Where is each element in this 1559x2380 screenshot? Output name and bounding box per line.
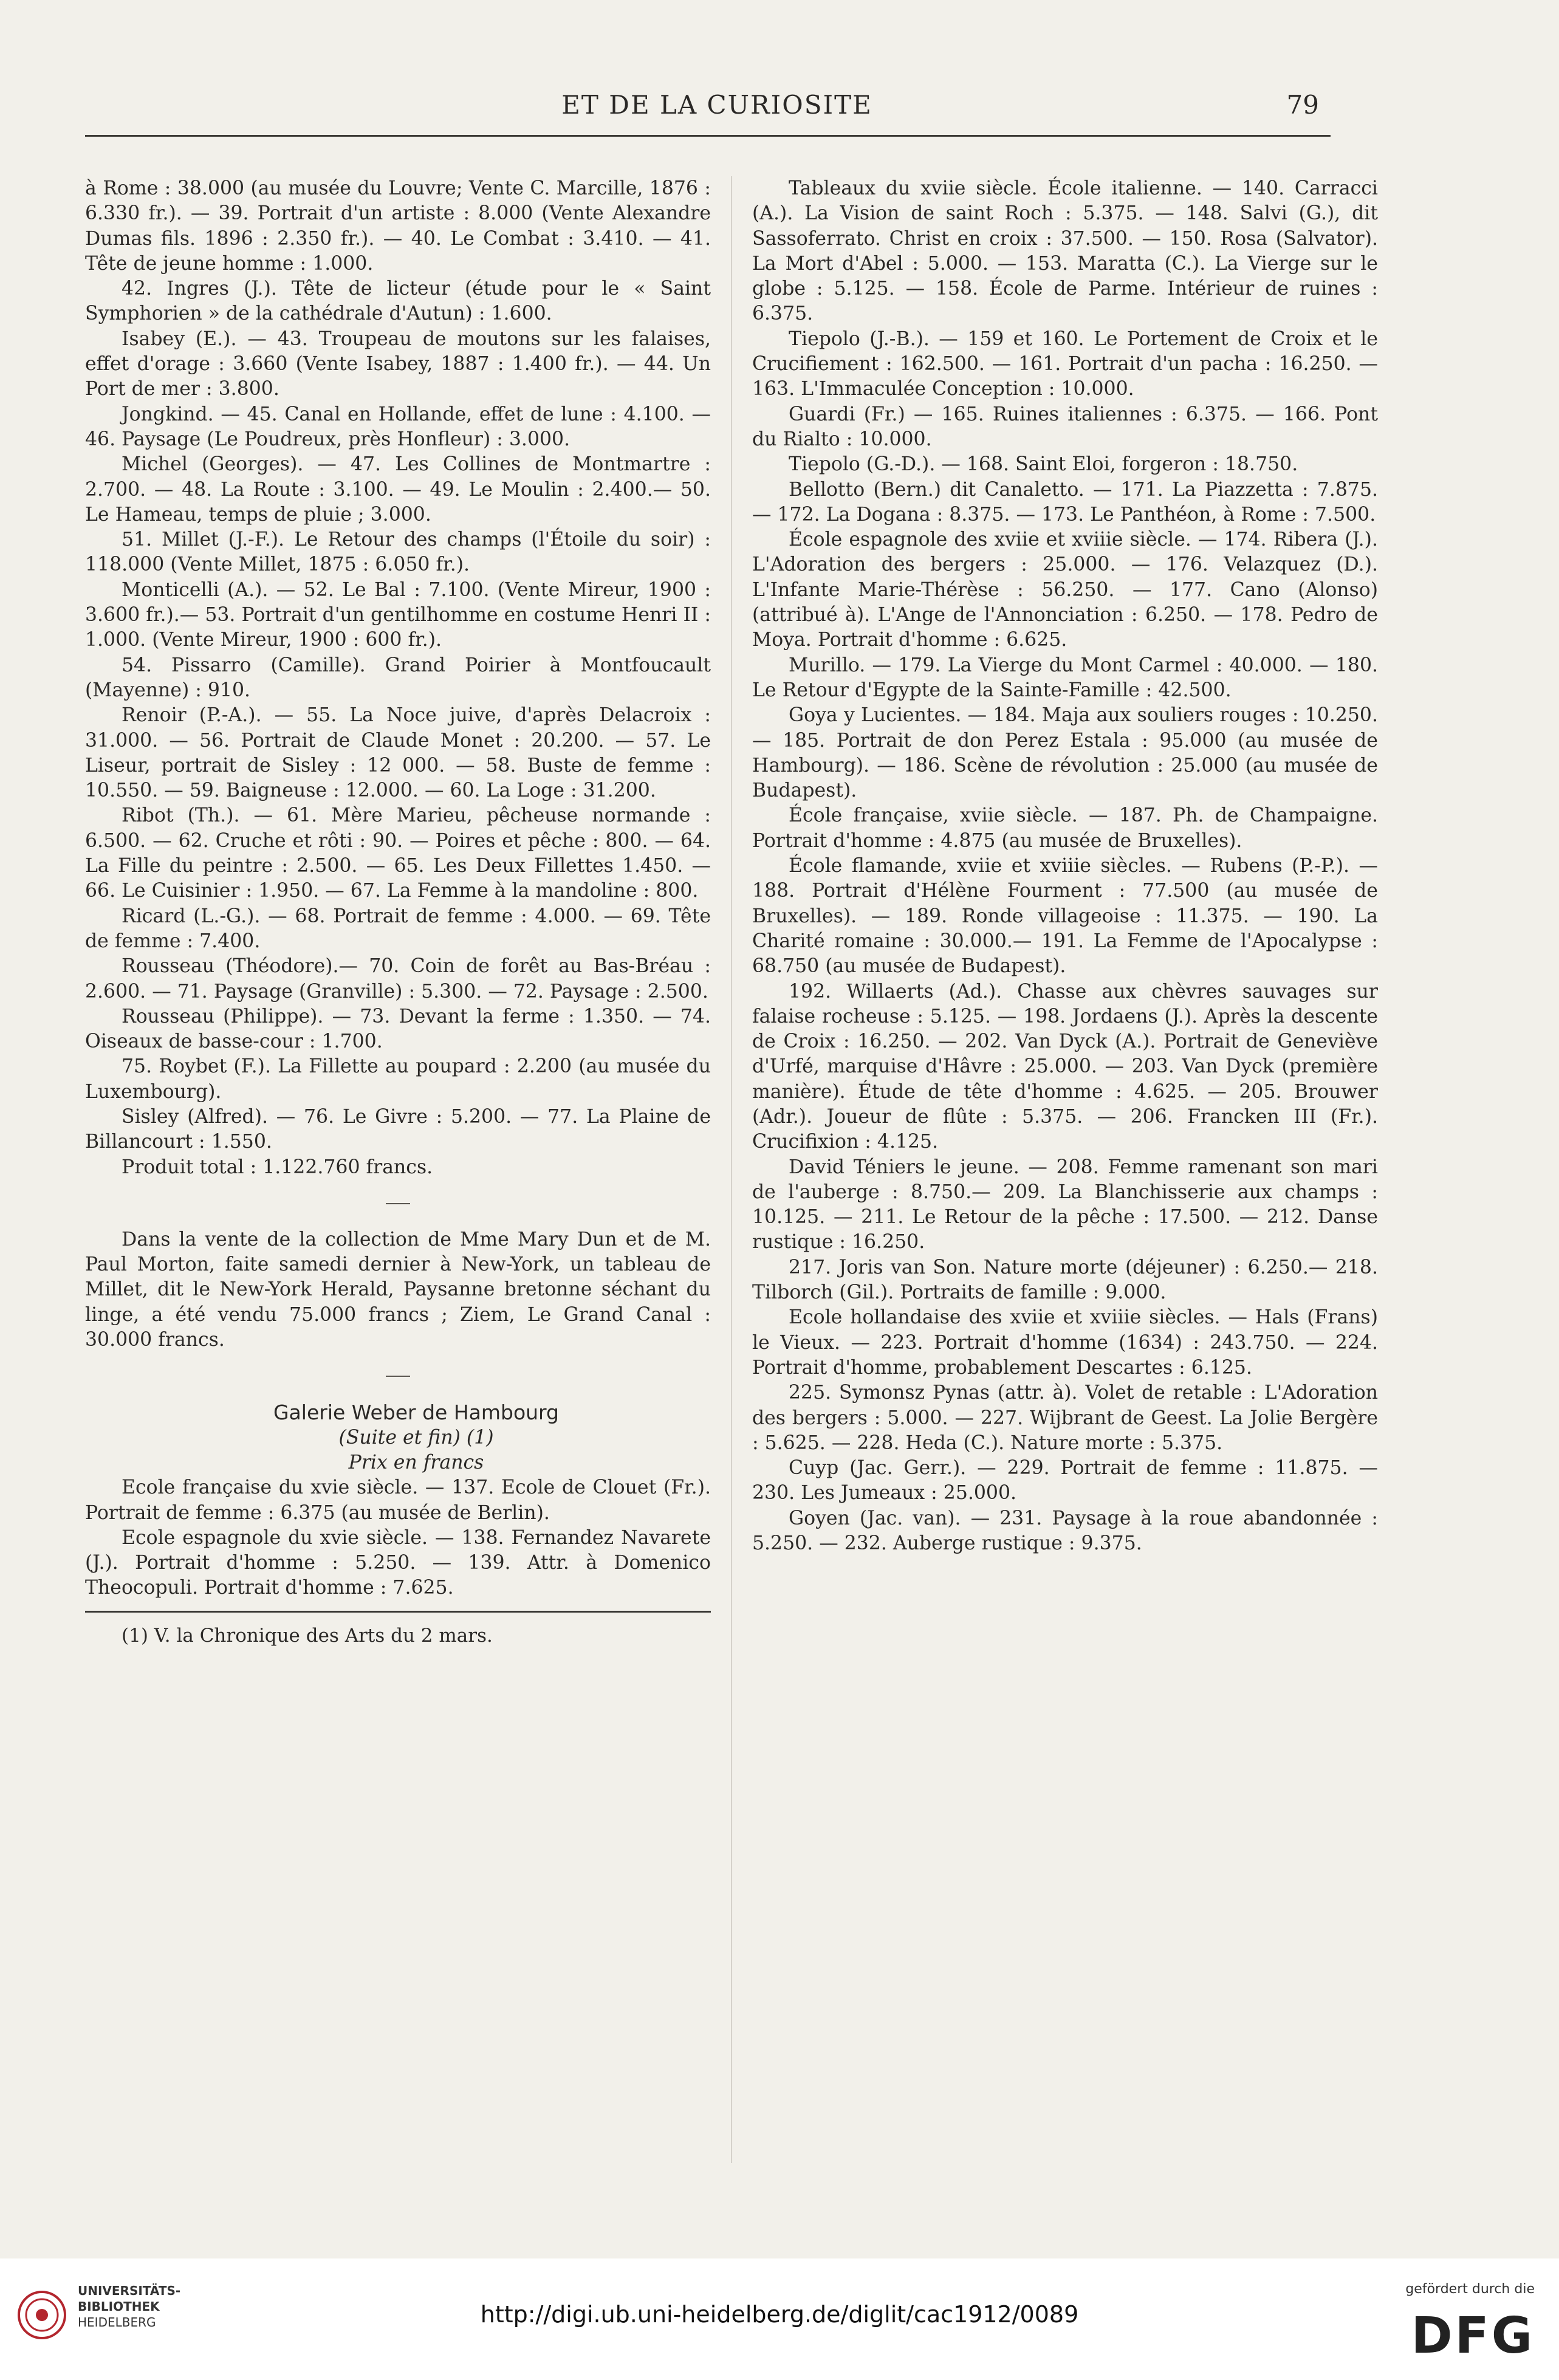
running-title: ET DE LA CURIOSITE: [561, 90, 872, 120]
paragraph: David Téniers le jeune. — 208. Femme ramenant son mari de l'auberge : 8.750.— 209. La Blanchisserie aux champs : 10.125. — 211. Le Retour de la pêche : 17.500. — 212. Danse rustique : 16.250.: [752, 1156, 1378, 1253]
paragraph: Isabey (E.). — 43. Troupeau de moutons sur les falaises, effet d'orage : 3.660 (Vente Isabey, 1887 : 1.400 fr.). — 44. Un Port de mer : 3.800.: [85, 328, 711, 400]
institution-line: BIBLIOTHEK: [78, 2299, 160, 2314]
header-rule: [85, 135, 1331, 137]
running-head: [0, 85, 1559, 122]
footer-bar: [0, 2258, 1559, 2380]
footnote-rule: [85, 1611, 711, 1613]
paragraph: 192. Willaerts (Ad.). Chasse aux chèvres sauvages sur falaise rocheuse : 5.125. — 198. Jordaens (J.). Après la descente de Croix : 16.250. — 202. Van Dyck (A.). Portrait de Geneviève d'Urfé, marquise d'Hâvre : 25.000. — 203. Van Dyck (première manière). Étude de tête d'homme : 4.625. — 205. Brouwer (Adr.). Joueur de flûte : 5.375. — 206. Francken III (Fr.). Crucifixion : 4.125.: [752, 980, 1378, 1153]
paragraph: Ricard (L.-G.). — 68. Portrait de femme : 4.000. — 69. Tête de femme : 7.400.: [85, 905, 711, 952]
paragraph: École flamande, xviie et xviiie siècles. — Rubens (P.-P.). — 188. Portrait d'Hélène Fourment : 77.500 (au musée de Bruxelles). — 189. Ronde villageoise : 11.375. — 190. La Charité romaine : 30.000.— 191. La Femme de l'Apocalypse : 68.750 (au musée de Budapest).: [752, 855, 1378, 978]
section-heading: Galerie Weber de Hambourg: [273, 1401, 559, 1425]
paragraph: Sisley (Alfred). — 76. Le Givre : 5.200. — 77. La Plaine de Billancourt : 1.550.: [85, 1105, 711, 1153]
page-number: 79: [1286, 90, 1319, 120]
paragraph: Monticelli (A.). — 52. Le Bal : 7.100. (Vente Mireur, 1900 : 3.600 fr.).— 53. Portrait d'un gentilhomme en costume Henri II : 1.000. (Vente Mireur, 1900 : 600 fr.).: [85, 578, 711, 651]
paragraph: École française, xviie siècle. — 187. Ph. de Champaigne. Portrait d'homme : 4.875 (au musée de Bruxelles).: [752, 804, 1378, 852]
paragraph: 54. Pissarro (Camille). Grand Poirier à Montfoucault (Mayenne) : 910.: [85, 654, 711, 701]
paragraph: École espagnole des xviie et xviiie siècle. — 174. Ribera (J.). L'Adoration des bergers : 25.000. — 176. Velazquez (D.). L'Infante Marie-Thérèse : 56.250. — 177. Cano (Alonso) (attribué à). L'Ange de l'Annonciation : 6.250. — 178. Pedro de Moya. Portrait d'homme : 6.625.: [752, 529, 1378, 651]
footnote: (1) V. la Chronique des Arts du 2 mars.: [122, 1624, 493, 1647]
document-url-link[interactable]: http://digi.ub.uni-heidelberg.de/diglit/cac1912/0089: [480, 2301, 1079, 2328]
funded-by-label: gefördert durch die: [1405, 2282, 1535, 2297]
paragraph: Jongkind. — 45. Canal en Hollande, effet de lune : 4.100. — 46. Paysage (Le Poudreux, près Honfleur) : 3.000.: [85, 403, 711, 450]
right-column: [752, 176, 1378, 1556]
paragraph: Tiepolo (G.-D.). — 168. Saint Eloi, forgeron : 18.750.: [789, 453, 1298, 476]
paragraph: Murillo. — 179. La Vierge du Mont Carmel : 40.000. — 180. Le Retour d'Egypte de la Sainte-Famille : 42.500.: [752, 654, 1378, 701]
institution-line: HEIDELBERG: [78, 2315, 156, 2330]
institution-line: UNIVERSITÄTS-: [78, 2283, 181, 2298]
left-column: [85, 176, 711, 1648]
paragraph: 217. Joris van Son. Nature morte (déjeuner) : 6.250.— 218. Tilborch (Gil.). Portraits de famille : 9.000.: [752, 1256, 1378, 1304]
paragraph: Goyen (Jac. van). — 231. Paysage à la roue abandonnée : 5.250. — 232. Auberge rustique : 9.375.: [752, 1507, 1378, 1555]
paragraph: Goya y Lucientes. — 184. Maja aux souliers rouges : 10.250. — 185. Portrait de don Perez Estala : 95.000 (au musée de Hambourg). — 186. Scène de révolution : 25.000 (au musée de Budapest).: [752, 704, 1378, 802]
section-separator: [386, 1203, 410, 1204]
paragraph: Guardi (Fr.) — 165. Ruines italiennes : 6.375. — 166. Pont du Rialto : 10.000.: [752, 403, 1378, 450]
paragraph: Tiepolo (J.-B.). — 159 et 160. Le Portement de Croix et le Crucifiement : 162.500. — 161. Portrait d'un pacha : 16.250. — 163. L'Immaculée Conception : 10.000.: [752, 328, 1378, 400]
section-prices-note: Prix en francs: [348, 1451, 484, 1473]
paragraph: 75. Roybet (F.). La Fillette au poupard : 2.200 (au musée du Luxembourg).: [85, 1055, 711, 1103]
total-line: Produit total : 1.122.760 francs.: [122, 1156, 433, 1178]
paragraph: Renoir (P.-A.). — 55. La Noce juive, d'après Delacroix : 31.000. — 56. Portrait de Claude Monet : 20.200. — 57. Le Liseur, portrait de Sisley : 12 000. — 58. Buste de femme : 10.550. — 59. Baigneuse : 12.000. — 60. La Loge : 31.200.: [85, 704, 711, 802]
paragraph: 51. Millet (J.-F.). Le Retour des champs (l'Étoile du soir) : 118.000 (Vente Millet, 1875 : 6.050 fr.).: [85, 529, 711, 576]
paragraph: Tableaux du xviie siècle. École italienne. — 140. Carracci (A.). La Vision de saint Roch : 5.375. — 148. Salvi (G.), dit Sassoferrato. Christ en croix : 37.500. — 150. Rosa (Salvator). La Mort d'Abel : 5.000. — 153. Maratta (C.). La Vierge sur le globe : 5.125. — 158. École de Parme. Intérieur de ruines : 6.375.: [752, 177, 1378, 325]
paragraph: Rousseau (Théodore).— 70. Coin de forêt au Bas-Bréau : 2.600. — 71. Paysage (Granville) : 5.300. — 72. Paysage : 2.500.: [85, 955, 711, 1003]
paragraph: Michel (Georges). — 47. Les Collines de Montmartre : 2.700. — 48. La Route : 3.100. — 49. Le Moulin : 2.400.— 50. Le Hameau, temps de pluie ; 3.000.: [85, 453, 711, 526]
paragraph: Ribot (Th.). — 61. Mère Marieu, pêcheuse normande : 6.500. — 62. Cruche et rôti : 90. — Poires et pêche : 800. — 64. La Fille du peintre : 2.500. — 65. Les Deux Fillettes 1.450. — 66. Le Cuisinier : 1.950. — 67. La Femme à la mandoline : 800.: [85, 804, 711, 902]
paragraph: Bellotto (Bern.) dit Canaletto. — 171. La Piazzetta : 7.875. — 172. La Dogana : 8.375. — 173. Le Panthéon, à Rome : 7.500.: [752, 478, 1378, 526]
paragraph: Ecole hollandaise des xviie et xviiie siècles. — Hals (Frans) le Vieux. — 223. Portrait d'homme (1634) : 243.750. — 224. Portrait d'homme, probablement Descartes : 6.125.: [752, 1306, 1378, 1379]
paragraph: Cuyp (Jac. Gerr.). — 229. Portrait de femme : 11.875. — 230. Les Jumeaux : 25.000.: [752, 1457, 1378, 1504]
morton-sale-paragraph: Dans la vente de la collection de Mme Mary Dun et de M. Paul Morton, faite samedi dernier à New-York, un tableau de Millet, dit le New-York Herald, Paysanne bretonne séchant du linge, a été vendu 75.000 francs ; Ziem, Le Grand Canal : 30.000 francs.: [85, 1228, 711, 1351]
paragraph: à Rome : 38.000 (au musée du Louvre; Vente C. Marcille, 1876 : 6.330 fr.). — 39. Portrait d'un artiste : 8.000 (Vente Alexandre Dumas fils. 1896 : 2.350 fr.). — 40. Le Combat : 3.410. — 41. Tête de jeune homme : 1.000.: [85, 177, 711, 275]
paragraph: 42. Ingres (J.). Tête de licteur (étude pour le « Saint Symphorien » de la cathédrale d'Autun) : 1.600.: [85, 278, 711, 325]
section-subtitle: (Suite et fin) (1): [338, 1426, 494, 1449]
column-divider: [731, 176, 732, 2163]
dfg-logo: DFG: [1411, 2307, 1535, 2365]
paragraph: Ecole espagnole du xvie siècle. — 138. Fernandez Navarete (J.). Portrait d'homme : 5.250. — 139. Attr. à Domenico Theocopuli. Portrait d'homme : 7.625.: [85, 1526, 711, 1599]
paragraph: Ecole française du xvie siècle. — 137. Ecole de Clouet (Fr.). Portrait de femme : 6.375 (au musée de Berlin).: [85, 1476, 711, 1524]
paragraph: Rousseau (Philippe). — 73. Devant la ferme : 1.350. — 74. Oiseaux de basse-cour : 1.700.: [85, 1005, 711, 1053]
paragraph: 225. Symonsz Pynas (attr. à). Volet de retable : L'Adoration des bergers : 5.000. — 227. Wijbrant de Geest. La Jolie Bergère : 5.625. — 228. Heda (C.). Nature morte : 5.375.: [752, 1382, 1378, 1454]
section-separator: [386, 1376, 410, 1377]
